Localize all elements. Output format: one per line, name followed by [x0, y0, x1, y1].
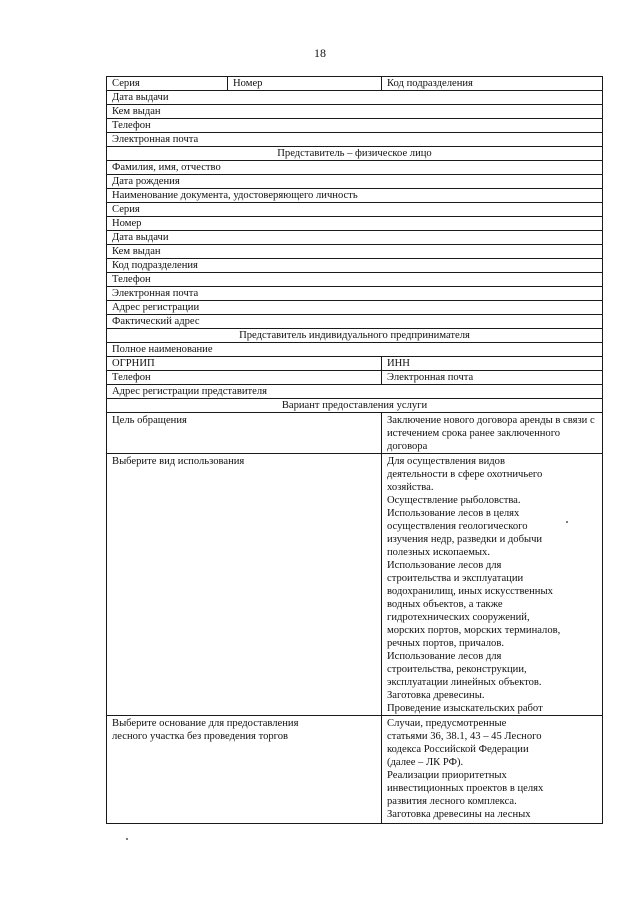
usage-option-line: Проведение изыскательских работ — [387, 703, 543, 714]
id-document-name-label: Наименование документа, удостоверяющего личность — [107, 189, 603, 203]
rep-subdivision-code-label: Код подразделения — [107, 259, 603, 273]
section-header-row — [107, 147, 603, 161]
table-row — [107, 119, 603, 133]
table-row — [107, 175, 603, 189]
usage-option-line: гидротехнических сооружений, — [387, 612, 530, 623]
usage-option-line: Использование лесов для — [387, 651, 502, 662]
table-row — [107, 385, 603, 399]
usage-type-options — [382, 454, 603, 716]
usage-option-line: полезных ископаемых. — [387, 547, 490, 558]
section-title-service-variant: Вариант предоставления услуги — [107, 399, 603, 413]
table-row — [107, 716, 603, 824]
table-row — [107, 217, 603, 231]
table-row — [107, 413, 603, 454]
table-row — [107, 91, 603, 105]
basis-label-line: Выберите основание для предоставления — [112, 718, 299, 729]
usage-option-line: осуществления геологического — [387, 521, 528, 532]
usage-type-label: Выберите вид использования — [107, 454, 382, 716]
actual-address-label: Фактический адрес — [107, 315, 603, 329]
usage-option-line: Осуществление рыболовства. — [387, 495, 521, 506]
rep-issued-by-label: Кем выдан — [107, 245, 603, 259]
ip-email-label: Электронная почта — [382, 371, 603, 385]
rep-number-label: Номер — [107, 217, 603, 231]
registration-address-label: Адрес регистрации — [107, 301, 603, 315]
email-label: Электронная почта — [107, 133, 603, 147]
inn-label: ИНН — [382, 357, 603, 371]
purpose-value: Заключение нового договора аренды в связи с истечением срока ранее заключенного договора — [382, 413, 603, 454]
table-row — [107, 259, 603, 273]
purpose-label: Цель обращения — [107, 413, 382, 454]
basis-option-line: Реализации приоритетных — [387, 770, 507, 781]
rep-email-label: Электронная почта — [107, 287, 603, 301]
rep-series-label: Серия — [107, 203, 603, 217]
ip-phone-label: Телефон — [107, 371, 382, 385]
basis-option-line: развития лесного комплекса. — [387, 796, 517, 807]
basis-options — [382, 716, 603, 824]
table-row — [107, 203, 603, 217]
usage-option-line: речных портов, причалов. — [387, 638, 504, 649]
section-header-row — [107, 329, 603, 343]
basis-option-line: кодекса Российской Федерации — [387, 744, 529, 755]
table-row — [107, 245, 603, 259]
basis-label-line: лесного участка без проведения торгов — [112, 731, 289, 742]
table-row — [107, 315, 603, 329]
table-row — [107, 343, 603, 357]
page-number: 18 — [314, 46, 326, 60]
usage-option-line: эксплуатации линейных объектов. — [387, 677, 542, 688]
full-name-label: Фамилия, имя, отчество — [107, 161, 603, 175]
section-header-row — [107, 399, 603, 413]
usage-option-line: водохранилищ, иных искусственных — [387, 586, 553, 597]
table-row — [107, 161, 603, 175]
ogrnip-label: ОГРНИП — [107, 357, 382, 371]
application-form-table — [106, 76, 603, 824]
usage-option-line: деятельности в сфере охотничьего — [387, 469, 543, 480]
usage-option-line: строительства и эксплуатации — [387, 573, 524, 584]
table-row — [107, 231, 603, 245]
usage-option-line: хозяйства. — [387, 482, 434, 493]
issue-date-label: Дата выдачи — [107, 91, 603, 105]
usage-option-line: морских портов, морских терминалов, — [387, 625, 561, 636]
table-row — [107, 273, 603, 287]
number-label: Номер — [228, 77, 382, 91]
basis-option-line: Случаи, предусмотренные — [387, 718, 507, 729]
table-row — [107, 77, 603, 91]
usage-option-line: Использование лесов для — [387, 560, 502, 571]
table-row — [107, 357, 603, 371]
basis-option-line: инвестиционных проектов в целях — [387, 783, 544, 794]
basis-label — [107, 716, 382, 824]
basis-option-line: Заготовка древесины на лесных — [387, 809, 531, 820]
table-row — [107, 301, 603, 315]
usage-option-line: Использование лесов в целях — [387, 508, 520, 519]
basis-option-line: (далее – ЛК РФ). — [387, 757, 464, 768]
issued-by-label: Кем выдан — [107, 105, 603, 119]
section-title-ip-representative: Представитель индивидуального предпринимателя — [107, 329, 603, 343]
usage-option-line: Заготовка древесины. — [387, 690, 485, 701]
phone-label: Телефон — [107, 119, 603, 133]
table-row — [107, 105, 603, 119]
subdivision-code-label: Код подразделения — [382, 77, 603, 91]
usage-option-line: Для осуществления видов — [387, 456, 505, 467]
usage-option-line: изучения недр, разведки и добычи — [387, 534, 543, 545]
rep-phone-label: Телефон — [107, 273, 603, 287]
table-row — [107, 287, 603, 301]
section-title-individual-representative: Представитель – физическое лицо — [107, 147, 603, 161]
table-row — [107, 454, 603, 716]
table-row — [107, 133, 603, 147]
ip-full-name-label: Полное наименование — [107, 343, 603, 357]
scan-speck — [126, 838, 128, 840]
rep-issue-date-label: Дата выдачи — [107, 231, 603, 245]
series-label: Серия — [107, 77, 228, 91]
usage-option-line: водных объектов, а также — [387, 599, 503, 610]
table-row — [107, 371, 603, 385]
table-row — [107, 189, 603, 203]
birth-date-label: Дата рождения — [107, 175, 603, 189]
rep-registration-address-label: Адрес регистрации представителя — [107, 385, 603, 399]
scan-speck — [566, 521, 568, 523]
usage-option-line: строительства, реконструкции, — [387, 664, 527, 675]
basis-option-line: статьями 36, 38.1, 43 – 45 Лесного — [387, 731, 542, 742]
